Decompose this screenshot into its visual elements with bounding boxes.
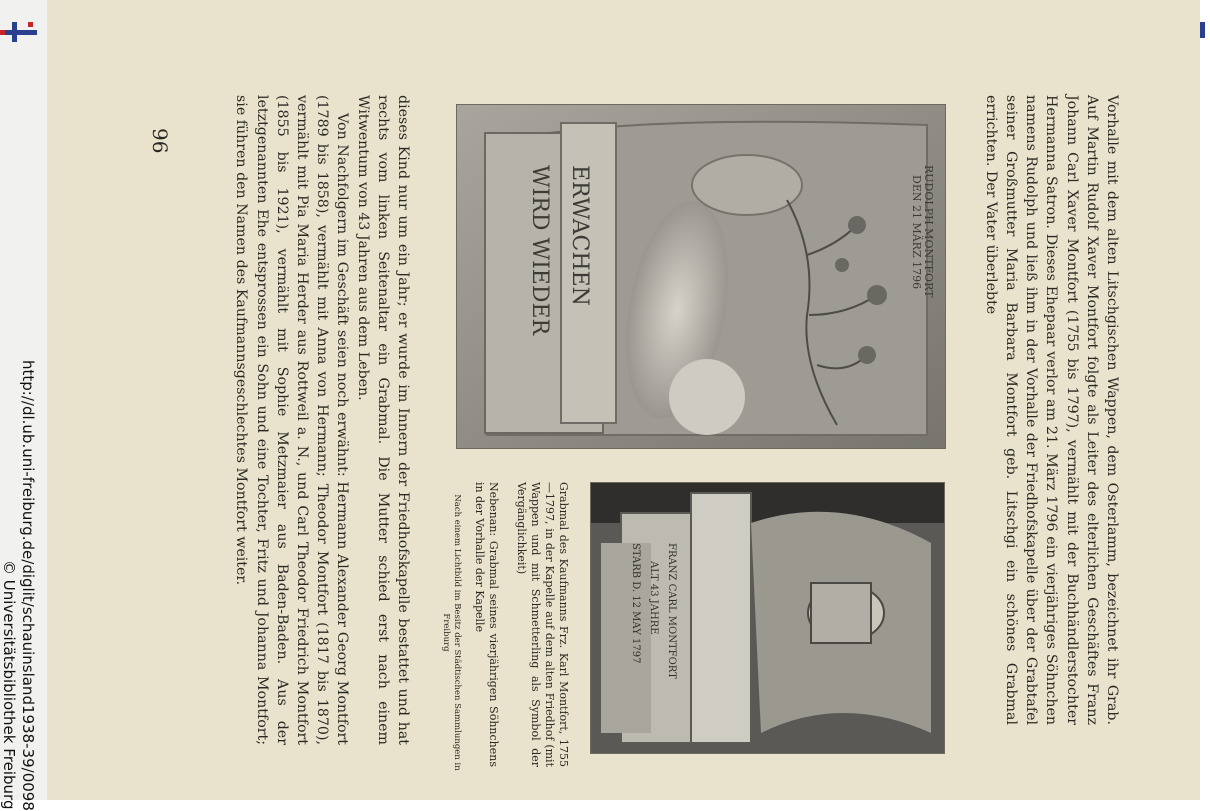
relief-image <box>457 105 945 448</box>
text-column-bottom <box>231 95 413 745</box>
tomb-inscription-line-3: STARB D. 12 MAY 1797 <box>630 543 641 664</box>
tomb-photo <box>590 482 945 754</box>
flag-icon <box>0 22 37 42</box>
figure-caption-side: Nebenan: Grabmal seines vierjährigen Söhnchens in der Vorhalle der Kapelle <box>473 482 500 767</box>
paragraph-bottom-1: dieses Kind nur um ein Jahr; er wurde im Innern der Friedhofskapelle bestattet und hat rechts vom linken Seitenaltar ein Grabmal. Die Mutter schied erst nach einem Witwentum von 43 Jahren aus dem Leben. <box>354 95 411 745</box>
paragraph-top: Vorhalle mit dem alten Litschgischen Wappen, dem Osterlamm, bezeichnet ihr Grab. Auf Martin Rudolf Xaver Montfort folgte als Leiter des elterlichen Geschäftes Franz Johann Carl Xaver Montfort (1755 bis 1797), vermählt mit der Buchhändlerstochter Hermanna Satron. Dieses Ehepaar verlor am 21. März 1796 ein vierjähriges Söhnchen namens Rudolph und ließ ihm in der Vorhalle der Friedhofskapelle über der Grabtafel seiner Großmutter Maria Barbara Montfort geb. Litschgi ein schönes Grabmal errichten. Der Vater überlebte <box>982 95 1120 725</box>
tablet-inscription-line-2: ERWACHEN <box>567 165 592 306</box>
page-number: 96 <box>148 128 172 154</box>
figure-caption-source: Nach einem Lichtbild im Besitz der Städtischen Sammlungen in Freiburg <box>441 494 462 771</box>
flag-icon-right <box>1200 22 1205 38</box>
paragraph-bottom-2: Von Nachfolgern im Geschäft seien noch erwähnt: Hermann Alexander Georg Montfort (1789 bis 1858), vermählt mit Anna von Hermann; Theodor Montfort (1817 bis 1870), vermählt mit Pia Maria Herder aus Rottweil a. N., und Carl Theodor Friedrich Montfort (1855 bis 1921), vermählt mit Sophie Metzmaier aus Baden-Baden. Aus der letztgenannten Ehe entsprossen ein Sohn und eine Tochter, Fritz und Johanna Montfort; sie führen den Namen des Kaufmannsgeschlechtes Montfort weiter. <box>233 95 351 745</box>
text-column-top <box>981 95 1122 725</box>
viewer-side-strip <box>0 0 47 811</box>
relief-photo <box>456 104 946 449</box>
tablet-inscription-line-1: WIRD WIEDER <box>527 165 552 336</box>
viewer-right-strip <box>1200 0 1210 800</box>
copyright-note: © Universitätsbibliothek Freiburg <box>0 560 18 810</box>
tomb-image <box>591 483 944 753</box>
arch-inscription-line-1: RUDOLPH MONTFORT <box>922 165 935 298</box>
figure-caption-main: Grabmal des Kaufmanns Frz. Karl Montfort, 1755—1797, in der Kapelle auf dem alten Friedhof (mit Wappen und mit Schmetterling als Symbol der Vergänglichkeit) <box>515 482 570 767</box>
arch-inscription-line-2: DEN 21 MÄRZ 1796 <box>910 175 923 290</box>
tomb-inscription-line-2: ALT 43 JAHRE <box>648 561 659 635</box>
source-url[interactable]: http://dl.ub.uni-freiburg.de/diglit/schauinsland1938-39/0098 <box>19 360 37 811</box>
tomb-inscription-line-1: FRANZ CARL MONTFORT <box>666 543 677 679</box>
